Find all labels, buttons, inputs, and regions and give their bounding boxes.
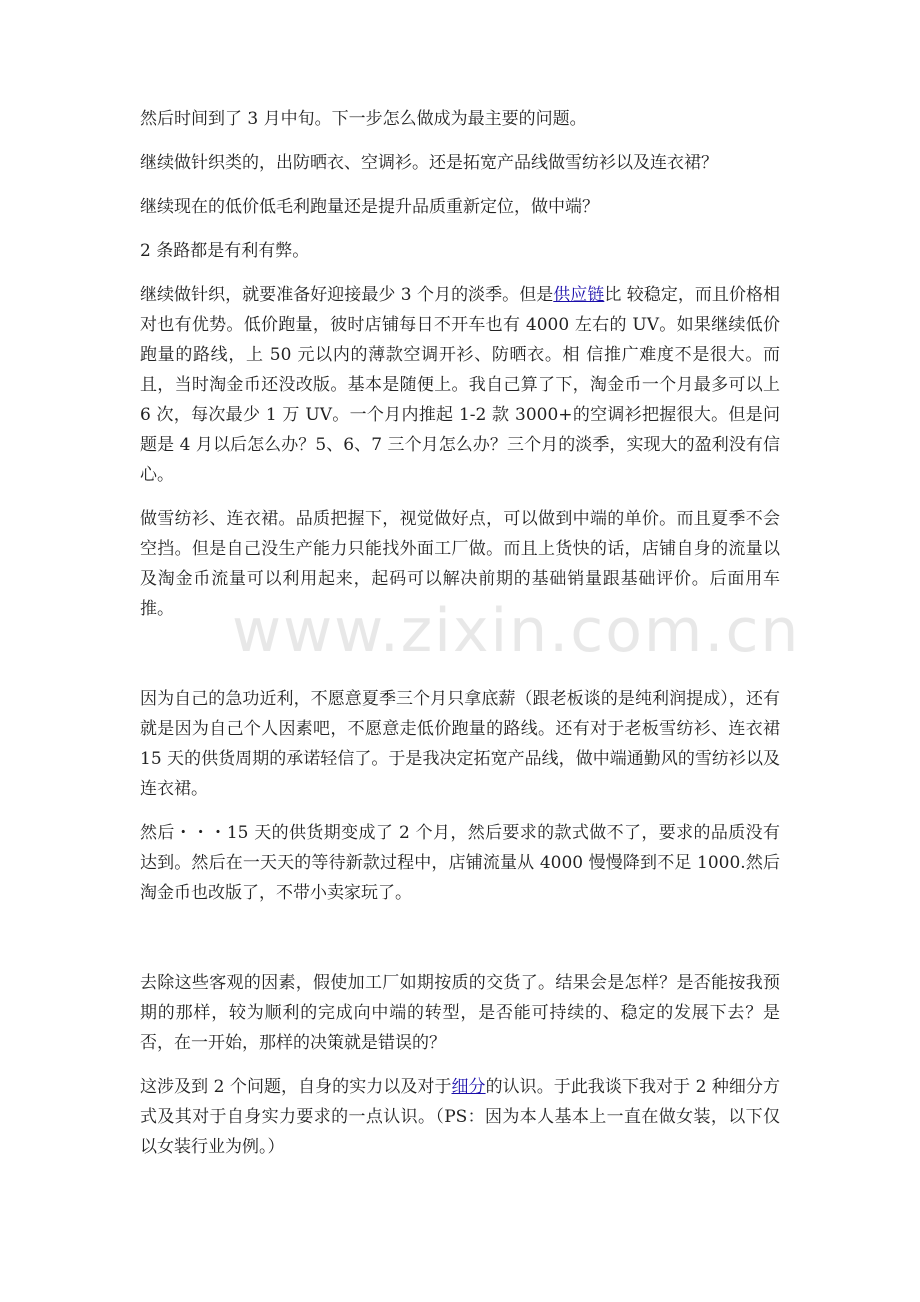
segmentation-link[interactable]: 细分 [451,1077,486,1097]
paragraph-10-text-a: 这涉及到 2 个问题，自身的实力以及对于 [140,1077,452,1097]
paragraph-1: 然后时间到了 3 月中旬。下一步怎么做成为最主要的问题。 [140,109,587,129]
paragraph-2: 继续做针织类的，出防晒衣、空调衫。还是拓宽产品线做雪纺衫以及连衣裙？ [140,153,718,173]
paragraph-9: 去除这些客观的因素，假使加工厂如期按质的交货了。结果会是怎样？是否能按我预期的那样，较为顺利的完成向中端的转型，是否能可持续的、稳定的发展下去？是否，在一开始，那样的决策就是错误的？ [140,973,780,1053]
paragraph-5-text-b: 比 较稳定，而且价格相对也有优势。低价跑量，彼时店铺每日不开车也有 4000 左右的 UV。如果继续低价跑量的路线，上 50 元以内的薄款空调开衫、防晒衣。相 信推广难度不是很大。而且，当时淘金币还没改版。基本是随便上。我自己算了下，淘金币一个月最多可以上 6 次，每次最少 1 万 UV。一个月内推起 1-2 款 3000+的空调衫把握很大。但是问题是 4 月以后怎么办？5、6、7 三个月怎么办？三个月的淡季，实现大的盈利没有信心。 [140,285,781,485]
paragraph-7: 因为自己的急功近利，不愿意夏季三个月只拿底薪（跟老板谈的是纯利润提成），还有就是因为自己个人因素吧，不愿意走低价跑量的路线。还有对于老板雪纺衫、连衣裙 15 天的供货周期的承诺轻信了。于是我决定拓宽产品线，做中端通勤风的雪纺衫以及连衣裙。 [140,689,780,799]
article-body [140,104,780,1162]
paragraph-4: 2 条路都是有利有弊。 [140,241,310,261]
paragraph-10 [140,1072,780,1162]
paragraph-5 [140,280,780,490]
watermark: www.zixin.com.cn [232,596,801,666]
paragraph-10-text-b: 的认识。于此我谈下我对于 2 种细分方式及其对于自身实力要求的一点认识。（PS：因为本人基本上一直在做女装，以下仅以女装行业为例。） [140,1077,780,1157]
paragraph-6: 做雪纺衫、连衣裙。品质把握下，视觉做好点，可以做到中端的单价。而且夏季不会空挡。但是自己没生产能力只能找外面工厂做。而且上货快的话，店铺自身的流量以及淘金币流量可以利用起来，起码可以解决前期的基础销量跟基础评价。后面用车推。 [140,509,780,619]
paragraph-5-text-a: 继续做针织，就要准备好迎接最少 3 个月的淡季。但是 [140,285,554,305]
supply-chain-link[interactable]: 供应链 [553,285,605,305]
paragraph-3: 继续现在的低价低毛利跑量还是提升品质重新定位，做中端？ [140,197,599,217]
paragraph-8: 然后・・・15 天的供货期变成了 2 个月，然后要求的款式做不了，要求的品质没有达到。然后在一天天的等待新款过程中，店铺流量从 4000 慢慢降到不足 1000.然后淘金币也改版了，不带小卖家玩了。 [140,823,780,903]
